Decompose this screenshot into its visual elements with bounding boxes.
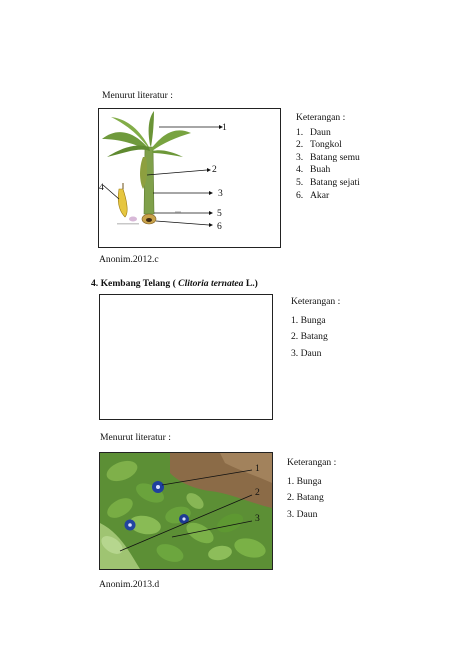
- telang-plant-photo: [100, 453, 272, 569]
- figure-caption: Anonim.2013.d: [99, 579, 160, 590]
- pointer-line-6: [156, 221, 209, 225]
- empty-observation-box: [99, 294, 273, 420]
- keterangan-item: 3. Daun: [291, 347, 322, 359]
- keterangan-title: Keterangan :: [287, 457, 337, 468]
- pointer-line-4: [103, 185, 119, 199]
- figure-number-4: 4: [99, 182, 104, 193]
- keterangan-banana: [296, 113, 360, 202]
- telang-figure: [99, 452, 273, 570]
- keterangan-telang-literature: [287, 458, 336, 523]
- keterangan-item: 4. Buah: [296, 164, 331, 176]
- figure-number-1: 1: [255, 463, 260, 474]
- keterangan-title: Keterangan :: [291, 296, 341, 307]
- keterangan-item: 1. Daun: [296, 126, 331, 138]
- section-heading: 4. Kembang Telang ( Clitoria ternatea L.): [91, 278, 258, 289]
- keterangan-list: [291, 313, 340, 363]
- figure-number-2: 2: [255, 487, 260, 498]
- keterangan-item: 5. Batang sejati: [296, 176, 360, 188]
- banana-figure: [98, 108, 281, 248]
- keterangan-item: 1. Bunga: [291, 314, 326, 326]
- keterangan-item: 1. Bunga: [287, 475, 322, 487]
- keterangan-list: [296, 127, 360, 203]
- keterangan-list: [287, 474, 336, 524]
- keterangan-item: 3. Daun: [287, 508, 318, 520]
- keterangan-item: 6. Akar: [296, 189, 330, 201]
- figure-number-5: 5: [217, 208, 222, 219]
- keterangan-title: Keterangan :: [296, 112, 346, 123]
- pointer-line-2: [147, 170, 207, 175]
- figure-number-2: 2: [212, 164, 217, 175]
- figure-number-3: 3: [255, 513, 260, 524]
- keterangan-item: 3. Batang semu: [296, 151, 360, 163]
- figure-number-3: 3: [218, 188, 223, 199]
- literature-label: Menurut literatur :: [102, 90, 173, 101]
- figure-number-6: 6: [217, 221, 222, 232]
- keterangan-item: 2. Tongkol: [296, 139, 342, 151]
- keterangan-telang: [291, 297, 340, 362]
- banana-plant-illustration: [99, 109, 280, 247]
- keterangan-item: 2. Batang: [291, 331, 328, 343]
- figure-number-1: 1: [222, 122, 227, 133]
- figure-caption: Anonim.2012.c: [99, 254, 159, 265]
- keterangan-item: 2. Batang: [287, 492, 324, 504]
- literature-label: Menurut literatur :: [100, 432, 171, 443]
